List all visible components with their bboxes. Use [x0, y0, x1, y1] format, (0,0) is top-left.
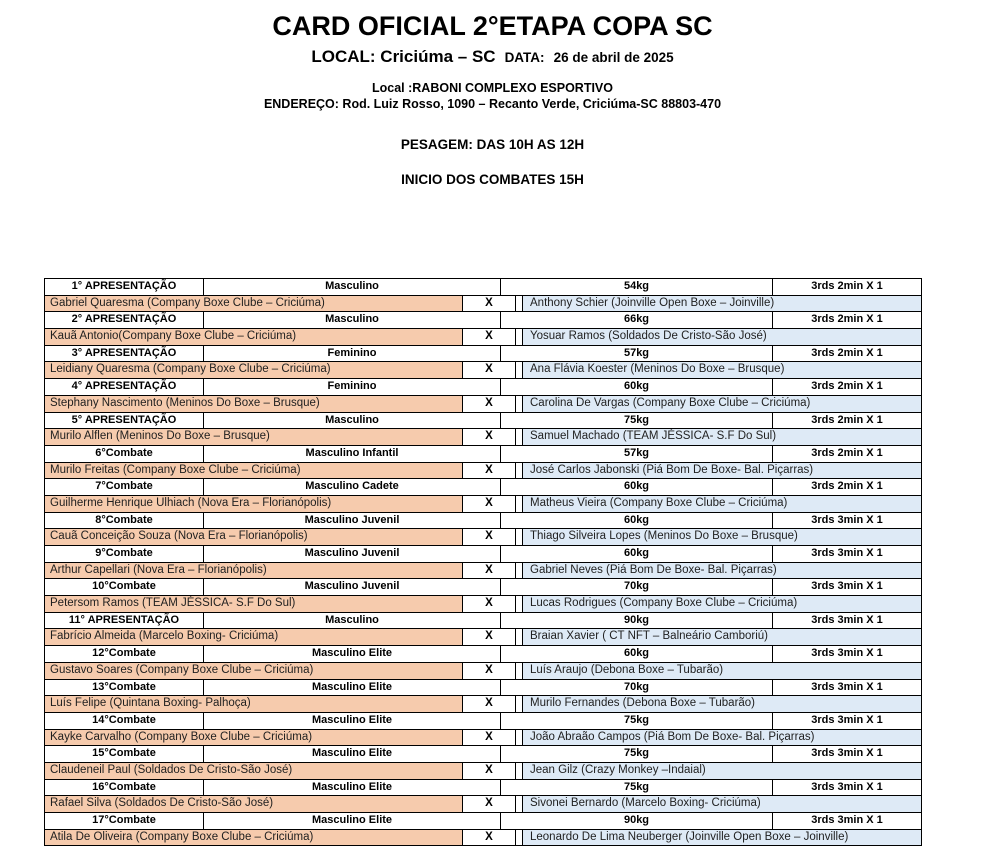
bout-fighters-row [44, 429, 922, 446]
bout-rounds: 3rds 3min X 1 [773, 813, 922, 830]
bout-weight: 75kg [501, 780, 773, 797]
bout-fighters-row [44, 496, 922, 513]
bout-rounds: 3rds 3min X 1 [773, 780, 922, 797]
spacer-cell [516, 629, 523, 646]
bout-rounds: 3rds 3min X 1 [773, 646, 922, 663]
fighter2-name: Jean Gilz (Crazy Monkey –Indaial) [523, 763, 922, 780]
bout-header-row [44, 346, 922, 363]
fighter2-name: Lucas Rodrigues (Company Boxe Clube – Criciúma) [523, 596, 922, 613]
spacer-cell [516, 563, 523, 580]
bout-header-row [44, 579, 922, 596]
versus-label: X [463, 629, 516, 646]
bout-weight: 60kg [501, 379, 773, 396]
bout-fighters-row [44, 463, 922, 480]
spacer-cell [516, 830, 523, 847]
bout-fighters-row [44, 296, 922, 313]
bout-number: 3° APRESENTAÇÃO [44, 346, 204, 363]
versus-label: X [463, 596, 516, 613]
spacer-cell [516, 296, 523, 313]
bout-fighters-row [44, 663, 922, 680]
bout-weight: 60kg [501, 513, 773, 530]
versus-label: X [463, 730, 516, 747]
fighter1-name: Stephany Nascimento (Meninos Do Boxe – Brusque) [44, 396, 463, 413]
bout-rounds: 3rds 2min X 1 [773, 413, 922, 430]
page-title: CARD OFICIAL 2°ETAPA COPA SC [272, 11, 713, 41]
bout-weight: 54kg [501, 279, 773, 296]
versus-label: X [463, 362, 516, 379]
event-subtitle [0, 47, 985, 67]
fighter1-name: Gabriel Quaresma (Company Boxe Clube – Criciúma) [44, 296, 463, 313]
bout-category: Masculino Elite [204, 746, 501, 763]
bout-number: 1° APRESENTAÇÃO [44, 279, 204, 296]
bout-weight: 70kg [501, 579, 773, 596]
bout-number: 2° APRESENTAÇÃO [44, 312, 204, 329]
bout-number: 11° APRESENTAÇÃO [44, 613, 204, 630]
bout-header-row [44, 546, 922, 563]
fighter1-name: Guilherme Henrique Ulhiach (Nova Era – Florianópolis) [44, 496, 463, 513]
versus-label: X [463, 296, 516, 313]
bout-table [44, 278, 922, 846]
bout-rounds: 3rds 2min X 1 [773, 379, 922, 396]
bout-category: Masculino [204, 413, 501, 430]
bout-weight: 75kg [501, 413, 773, 430]
bout-fighters-row [44, 529, 922, 546]
fighter2-name: João Abraão Campos (Piá Bom De Boxe- Bal. Piçarras) [523, 730, 922, 747]
bout-header-row [44, 413, 922, 430]
fighter2-name: José Carlos Jabonski (Piá Bom De Boxe- Bal. Piçarras) [523, 463, 922, 480]
bout-fighters-row [44, 830, 922, 847]
venue-address: ENDEREÇO: Rod. Luiz Rosso, 1090 – Recanto Verde, Criciúma-SC 88803-470 [263, 97, 722, 111]
spacer-cell [516, 696, 523, 713]
bout-number: 16°Combate [44, 780, 204, 797]
bout-rounds: 3rds 3min X 1 [773, 546, 922, 563]
bout-category: Masculino [204, 613, 501, 630]
fighter2-name: Ana Flávia Koester (Meninos Do Boxe – Brusque) [523, 362, 922, 379]
bout-rounds: 3rds 3min X 1 [773, 579, 922, 596]
versus-label: X [463, 463, 516, 480]
bout-weight: 60kg [501, 646, 773, 663]
bout-header-row [44, 513, 922, 530]
bout-header-row [44, 479, 922, 496]
fighter2-name: Matheus Vieira (Company Boxe Clube – Criciúma) [523, 496, 922, 513]
bout-number: 4° APRESENTAÇÃO [44, 379, 204, 396]
venue-name: Local :RABONI COMPLEXO ESPORTIVO [372, 81, 613, 95]
bout-rounds: 3rds 2min X 1 [773, 279, 922, 296]
bout-fighters-row [44, 696, 922, 713]
bout-rounds: 3rds 2min X 1 [773, 312, 922, 329]
spacer-cell [516, 463, 523, 480]
versus-label: X [463, 329, 516, 346]
fighter1-name: Gustavo Soares (Company Boxe Clube – Criciúma) [44, 663, 463, 680]
fighter1-name: Claudeneil Paul (Soldados De Cristo-São José) [44, 763, 463, 780]
spacer-cell [516, 730, 523, 747]
bout-number: 13°Combate [44, 680, 204, 697]
bout-header-row [44, 613, 922, 630]
versus-label: X [463, 696, 516, 713]
fighter1-name: Leidiany Quaresma (Company Boxe Clube – Criciúma) [44, 362, 463, 379]
bout-category: Masculino Elite [204, 780, 501, 797]
bout-fighters-row [44, 362, 922, 379]
fighter1-name: Rafael Silva (Soldados De Cristo-São José) [44, 796, 463, 813]
bout-weight: 90kg [501, 613, 773, 630]
bout-number: 9°Combate [44, 546, 204, 563]
fighter2-name: Sivonei Bernardo (Marcelo Boxing- Criciúma) [523, 796, 922, 813]
bout-rounds: 3rds 2min X 1 [773, 479, 922, 496]
bout-category: Masculino Elite [204, 646, 501, 663]
bout-fighters-row [44, 396, 922, 413]
bout-number: 8°Combate [44, 513, 204, 530]
versus-label: X [463, 429, 516, 446]
bout-header-row [44, 813, 922, 830]
fighter2-name: Murilo Fernandes (Debona Boxe – Tubarão) [523, 696, 922, 713]
bout-rounds: 3rds 3min X 1 [773, 713, 922, 730]
versus-label: X [463, 563, 516, 580]
spacer-cell [516, 496, 523, 513]
fighter2-name: Yosuar Ramos (Soldados De Cristo-São José) [523, 329, 922, 346]
bout-header-row [44, 379, 922, 396]
bout-category: Masculino Juvenil [204, 546, 501, 563]
bout-header-row [44, 746, 922, 763]
bout-number: 17°Combate [44, 813, 204, 830]
fighter1-name: Arthur Capellari (Nova Era – Florianópolis) [44, 563, 463, 580]
spacer-cell [516, 529, 523, 546]
spacer-cell [516, 429, 523, 446]
bout-rounds: 3rds 3min X 1 [773, 613, 922, 630]
bout-number: 10°Combate [44, 579, 204, 596]
bout-number: 14°Combate [44, 713, 204, 730]
bout-number: 5° APRESENTAÇÃO [44, 413, 204, 430]
fighter1-name: Kayke Carvalho (Company Boxe Clube – Criciúma) [44, 730, 463, 747]
fighter2-name: Thiago Silveira Lopes (Meninos Do Boxe – Brusque) [523, 529, 922, 546]
spacer-cell [516, 396, 523, 413]
bout-rounds: 3rds 2min X 1 [773, 446, 922, 463]
spacer-cell [516, 596, 523, 613]
event-location: LOCAL: Criciúma – SC [311, 47, 496, 66]
bout-category: Masculino [204, 279, 501, 296]
bout-category: Feminino [204, 379, 501, 396]
bout-rounds: 3rds 2min X 1 [773, 346, 922, 363]
bout-header-row [44, 279, 922, 296]
fighter1-name: Murilo Alflen (Meninos Do Boxe – Brusque) [44, 429, 463, 446]
bout-header-row [44, 680, 922, 697]
bout-header-row [44, 446, 922, 463]
spacer-cell [516, 763, 523, 780]
bout-number: 6°Combate [44, 446, 204, 463]
versus-label: X [463, 396, 516, 413]
fighter1-name: Luís Felipe (Quintana Boxing- Palhoça) [44, 696, 463, 713]
bout-weight: 90kg [501, 813, 773, 830]
spacer-cell [516, 329, 523, 346]
spacer-cell [516, 362, 523, 379]
bout-rounds: 3rds 3min X 1 [773, 680, 922, 697]
bout-number: 15°Combate [44, 746, 204, 763]
bout-fighters-row [44, 763, 922, 780]
bout-weight: 57kg [501, 346, 773, 363]
bout-number: 7°Combate [44, 479, 204, 496]
bout-fighters-row [44, 329, 922, 346]
versus-label: X [463, 763, 516, 780]
fighter1-name: Cauã Conceição Souza (Nova Era – Florianópolis) [44, 529, 463, 546]
bout-weight: 75kg [501, 713, 773, 730]
bout-fighters-row [44, 596, 922, 613]
bout-category: Masculino Juvenil [204, 579, 501, 596]
versus-label: X [463, 529, 516, 546]
bout-header-row [44, 312, 922, 329]
bout-fighters-row [44, 730, 922, 747]
bout-weight: 70kg [501, 680, 773, 697]
bout-fighters-row [44, 796, 922, 813]
fighter2-name: Anthony Schier (Joinville Open Boxe – Joinville) [523, 296, 922, 313]
versus-label: X [463, 663, 516, 680]
versus-label: X [463, 830, 516, 847]
versus-label: X [463, 796, 516, 813]
fighter1-name: Kauã Antonio(Company Boxe Clube – Criciúma) [44, 329, 463, 346]
fighter1-name: Fabrício Almeida (Marcelo Boxing- Criciúma) [44, 629, 463, 646]
bout-weight: 60kg [501, 546, 773, 563]
versus-label: X [463, 496, 516, 513]
bout-header-row [44, 713, 922, 730]
bout-header-row [44, 646, 922, 663]
event-date-label: DATA: [504, 50, 545, 65]
bout-category: Masculino Elite [204, 680, 501, 697]
fighter2-name: Leonardo De Lima Neuberger (Joinville Open Boxe – Joinville) [523, 830, 922, 847]
bout-rounds: 3rds 3min X 1 [773, 513, 922, 530]
bout-weight: 66kg [501, 312, 773, 329]
spacer-cell [516, 663, 523, 680]
fighter1-name: Murilo Freitas (Company Boxe Clube – Criciúma) [44, 463, 463, 480]
bout-number: 12°Combate [44, 646, 204, 663]
bout-category: Masculino [204, 312, 501, 329]
event-date-value: 26 de abril de 2025 [553, 50, 674, 65]
bout-category: Masculino Cadete [204, 479, 501, 496]
fighter2-name: Gabriel Neves (Piá Bom De Boxe- Bal. Piçarras) [523, 563, 922, 580]
bout-category: Feminino [204, 346, 501, 363]
bout-header-row [44, 780, 922, 797]
bout-rounds: 3rds 3min X 1 [773, 746, 922, 763]
bout-fighters-row [44, 629, 922, 646]
bout-category: Masculino Elite [204, 813, 501, 830]
bout-weight: 75kg [501, 746, 773, 763]
fighter2-name: Carolina De Vargas (Company Boxe Clube – Criciúma) [523, 396, 922, 413]
fighter1-name: Petersom Ramos (TEAM JÉSSICA- S.F Do Sul) [44, 596, 463, 613]
bout-fighters-row [44, 563, 922, 580]
fighter2-name: Braian Xavier ( CT NFT – Balneário Camboriú) [523, 629, 922, 646]
fighter2-name: Samuel Machado (TEAM JÉSSICA- S.F Do Sul) [523, 429, 922, 446]
bout-category: Masculino Infantil [204, 446, 501, 463]
bout-weight: 60kg [501, 479, 773, 496]
bout-category: Masculino Elite [204, 713, 501, 730]
bout-category: Masculino Juvenil [204, 513, 501, 530]
bout-weight: 57kg [501, 446, 773, 463]
spacer-cell [516, 796, 523, 813]
fights-start-time: INICIO DOS COMBATES 15H [401, 172, 584, 187]
weighin-time: PESAGEM: DAS 10H AS 12H [400, 137, 585, 152]
fighter2-name: Luís Araujo (Debona Boxe – Tubarão) [523, 663, 922, 680]
fighter1-name: Atila De Oliveira (Company Boxe Clube – Criciúma) [44, 830, 463, 847]
